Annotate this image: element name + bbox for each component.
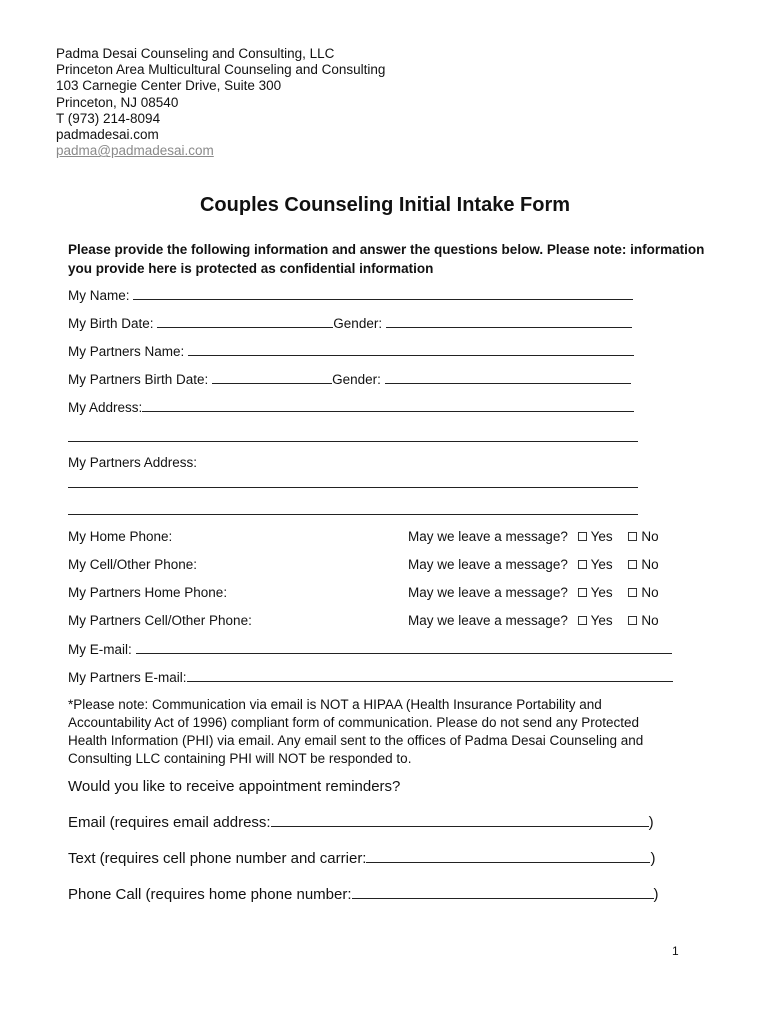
intro-text: Please provide the following information and answer the questions below. Please note: information you provide here is protected as confidential information	[68, 242, 705, 276]
my-address-label: My Address:	[68, 400, 143, 415]
reminders-question: Would you like to receive appointment reminders?	[68, 778, 401, 795]
practice-subtitle: Princeton Area Multicultural Counseling and Consulting	[56, 62, 386, 78]
partners-name-field[interactable]	[188, 343, 634, 356]
reminder-phone-label: Phone Call (requires home phone number:	[68, 886, 352, 903]
partners-cell-phone-no-checkbox[interactable]	[628, 616, 637, 625]
message-question: May we leave a message?	[408, 613, 568, 628]
partners-birth-date-label: My Partners Birth Date:	[68, 372, 209, 387]
partners-home-phone-message-row	[408, 585, 659, 601]
my-email-row	[68, 641, 672, 658]
yes-label: Yes	[590, 557, 613, 572]
cell-phone-message-row	[408, 557, 659, 573]
partners-birth-row	[68, 371, 631, 388]
message-question: May we leave a message?	[408, 585, 568, 600]
yes-label: Yes	[590, 529, 613, 544]
no-label: No	[641, 529, 659, 544]
close-paren: )	[653, 886, 659, 903]
partners-email-label: My Partners E-mail:	[68, 670, 187, 685]
partners-gender-label: Gender:	[332, 372, 381, 387]
my-address-row	[68, 399, 634, 416]
my-name-field[interactable]	[133, 287, 633, 300]
street-address: 103 Carnegie Center Drive, Suite 300	[56, 78, 282, 94]
reminder-phone-field[interactable]	[352, 886, 654, 899]
cell-phone-label: My Cell/Other Phone:	[68, 557, 198, 572]
email-link[interactable]: padma@padmadesai.com	[56, 143, 214, 159]
partners-home-phone-yes-checkbox[interactable]	[578, 588, 587, 597]
partners-address-row	[68, 455, 197, 471]
my-name-label: My Name:	[68, 288, 130, 303]
my-address-line-2[interactable]	[68, 441, 638, 442]
partners-cell-phone-label: My Partners Cell/Other Phone:	[68, 613, 252, 628]
reminder-email-label: Email (requires email address:	[68, 814, 271, 831]
partners-address-label: My Partners Address:	[68, 455, 198, 470]
no-label: No	[641, 557, 659, 572]
partners-birth-date-field[interactable]	[212, 371, 332, 384]
my-gender-label: Gender:	[333, 316, 383, 331]
my-birth-date-label: My Birth Date:	[68, 316, 154, 331]
close-paren: )	[650, 850, 656, 867]
my-birth-row	[68, 315, 632, 332]
partners-gender-field[interactable]	[385, 371, 631, 384]
partners-cell-phone-message-row	[408, 613, 659, 629]
my-address-field[interactable]	[142, 399, 634, 412]
hipaa-note: *Please note: Communication via email is NOT a HIPAA (Health Insurance Portability and Accountability Act of 1996) compliant form of communication. Please do not send any Protected Health Information (PHI) via email. Any email sent to the offices of Padma Desai Counseling and Consulting LLC containing PHI will NOT be responded to.	[68, 697, 644, 766]
message-question: May we leave a message?	[408, 557, 568, 572]
home-phone-message-row	[408, 529, 659, 545]
home-phone-label: My Home Phone:	[68, 529, 173, 544]
yes-label: Yes	[590, 585, 613, 600]
page-number: 1	[672, 944, 679, 958]
city-state-zip: Princeton, NJ 08540	[56, 94, 179, 110]
partners-home-phone-label: My Partners Home Phone:	[68, 585, 228, 600]
partners-home-phone-no-checkbox[interactable]	[628, 588, 637, 597]
home-phone-yes-checkbox[interactable]	[578, 532, 587, 541]
no-label: No	[641, 613, 659, 628]
reminder-text-row	[68, 850, 655, 868]
partners-address-line-1[interactable]	[68, 487, 638, 488]
practice-name: Padma Desai Counseling and Consulting, LLC	[56, 46, 335, 61]
partners-email-field[interactable]	[187, 669, 673, 682]
my-email-field[interactable]	[136, 641, 672, 654]
partners-name-label: My Partners Name:	[68, 344, 185, 359]
my-gender-field[interactable]	[386, 315, 632, 328]
my-name-row	[68, 287, 633, 304]
close-paren: )	[648, 814, 654, 831]
my-birth-date-field[interactable]	[157, 315, 333, 328]
partners-cell-phone-yes-checkbox[interactable]	[578, 616, 587, 625]
partners-name-row	[68, 343, 634, 360]
phone-number: T (973) 214-8094	[56, 110, 161, 126]
cell-phone-no-checkbox[interactable]	[628, 560, 637, 569]
partners-email-row	[68, 669, 673, 686]
reminder-phone-row	[68, 886, 659, 904]
reminder-text-label: Text (requires cell phone number and carrier:	[68, 850, 367, 867]
reminder-email-row	[68, 814, 654, 832]
form-title: Couples Counseling Initial Intake Form	[199, 194, 571, 216]
cell-phone-yes-checkbox[interactable]	[578, 560, 587, 569]
reminder-email-field[interactable]	[271, 814, 649, 827]
home-phone-no-checkbox[interactable]	[628, 532, 637, 541]
message-question: May we leave a message?	[408, 529, 568, 544]
partners-address-line-2[interactable]	[68, 514, 638, 515]
no-label: No	[641, 585, 659, 600]
my-email-label: My E-mail:	[68, 642, 132, 657]
yes-label: Yes	[590, 613, 613, 628]
practice-header	[56, 46, 385, 159]
reminder-text-field[interactable]	[366, 850, 650, 863]
website: padmadesai.com	[56, 127, 159, 143]
